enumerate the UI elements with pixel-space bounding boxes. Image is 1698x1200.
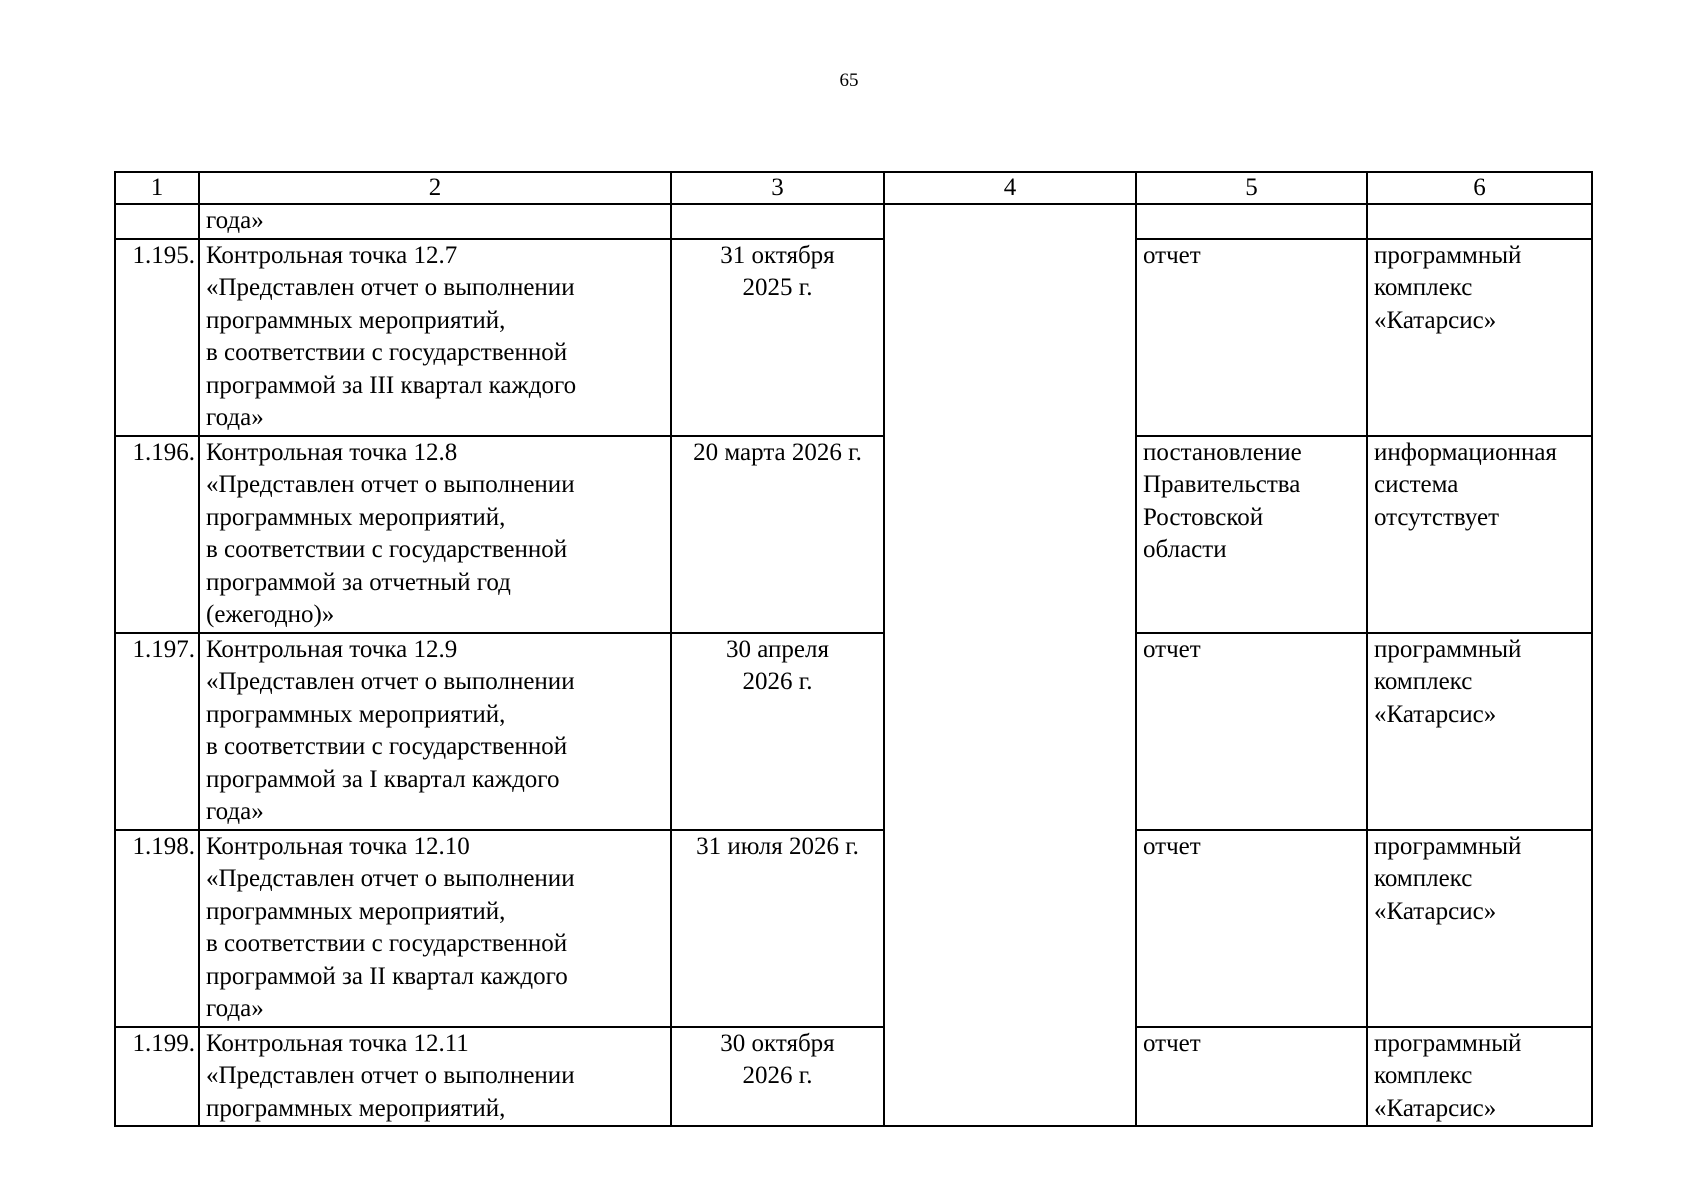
row-name-cell: Контрольная точка 12.11 «Представлен отчет о выполнении программных мероприятий, <box>199 1027 671 1127</box>
column-header: 6 <box>1367 172 1592 204</box>
row-document-cell: отчет <box>1136 633 1367 830</box>
table-row <box>115 830 1592 1027</box>
row-number-cell: 1.198. <box>115 830 199 1027</box>
row-system-cell <box>1367 204 1592 239</box>
row-name-cell: Контрольная точка 12.7 «Представлен отчет о выполнении программных мероприятий, в соответствии с государственной программой за III квартал каждого года» <box>199 239 671 436</box>
column-header: 2 <box>199 172 671 204</box>
row-date-cell: 20 марта 2026 г. <box>671 436 884 633</box>
table-header-row <box>115 172 1592 204</box>
row-system-cell: программный комплекс «Катарсис» <box>1367 633 1592 830</box>
row-date-cell: 30 октября 2026 г. <box>671 1027 884 1127</box>
row-number-cell: 1.199. <box>115 1027 199 1127</box>
row-document-cell: постановление Правительства Ростовской области <box>1136 436 1367 633</box>
row-system-cell: информационная система отсутствует <box>1367 436 1592 633</box>
responsible-cell-merged <box>884 204 1136 1126</box>
row-document-cell: отчет <box>1136 830 1367 1027</box>
row-date-cell <box>671 204 884 239</box>
table-row <box>115 1027 1592 1127</box>
column-header: 1 <box>115 172 199 204</box>
row-number-cell: 1.196. <box>115 436 199 633</box>
row-document-cell: отчет <box>1136 1027 1367 1127</box>
row-name-cell: Контрольная точка 12.8 «Представлен отчет о выполнении программных мероприятий, в соответствии с государственной программой за отчетный год (ежегодно)» <box>199 436 671 633</box>
row-date-cell: 31 июля 2026 г. <box>671 830 884 1027</box>
row-date-cell: 31 октября 2025 г. <box>671 239 884 436</box>
table-row <box>115 436 1592 633</box>
table-row-continuation <box>115 204 1592 239</box>
column-header: 5 <box>1136 172 1367 204</box>
page-number: 65 <box>839 70 859 91</box>
row-name-cell: Контрольная точка 12.9 «Представлен отчет о выполнении программных мероприятий, в соответствии с государственной программой за I квартал каждого года» <box>199 633 671 830</box>
row-number-cell <box>115 204 199 239</box>
row-system-cell: программный комплекс «Катарсис» <box>1367 1027 1592 1127</box>
row-number-cell: 1.195. <box>115 239 199 436</box>
column-header: 3 <box>671 172 884 204</box>
table-row <box>115 239 1592 436</box>
control-points-table <box>114 171 1593 1127</box>
row-name-cell: года» <box>199 204 671 239</box>
row-system-cell: программный комплекс «Катарсис» <box>1367 239 1592 436</box>
row-number-cell: 1.197. <box>115 633 199 830</box>
row-document-cell: отчет <box>1136 239 1367 436</box>
row-name-cell: Контрольная точка 12.10 «Представлен отчет о выполнении программных мероприятий, в соответствии с государственной программой за II квартал каждого года» <box>199 830 671 1027</box>
row-system-cell: программный комплекс «Катарсис» <box>1367 830 1592 1027</box>
table-row <box>115 633 1592 830</box>
column-header: 4 <box>884 172 1136 204</box>
row-date-cell: 30 апреля 2026 г. <box>671 633 884 830</box>
row-document-cell <box>1136 204 1367 239</box>
